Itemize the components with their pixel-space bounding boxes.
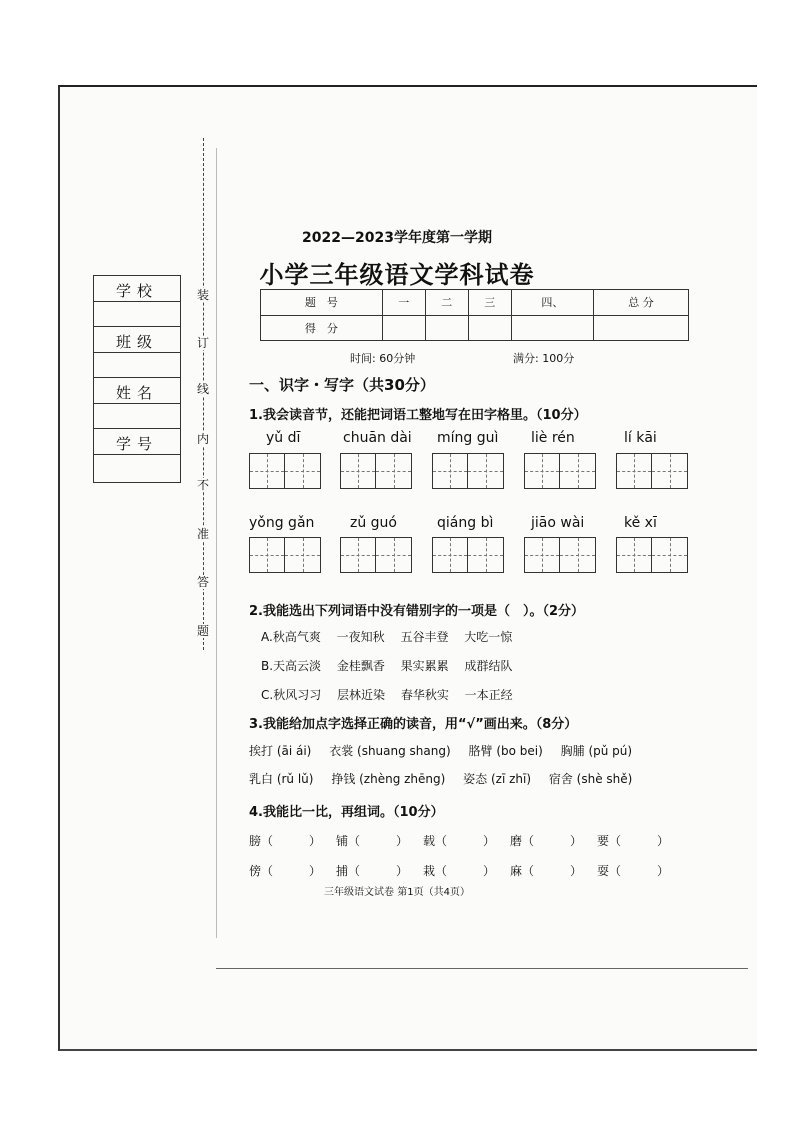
pinyin-label: kě xī [624, 515, 657, 531]
pinyin-label: míng guì [437, 430, 499, 446]
pinyin-label: zǔ guó [350, 515, 397, 531]
binding-char: 订 [196, 336, 209, 350]
pinyin-label: yǔ dī [266, 430, 301, 446]
reading-row [249, 770, 646, 787]
word-item[interactable]: 捕（ ） [336, 864, 409, 878]
school-label: 学校 [115, 282, 158, 300]
question-2: 2.我能选出下列词语中没有错别字的一项是（ ）。（2分） [249, 604, 585, 619]
bottom-border-line [216, 968, 748, 969]
score-cell[interactable] [468, 315, 511, 341]
reading-item[interactable]: 乳白 (rǔ lǔ) [249, 772, 314, 786]
score-cell[interactable] [382, 315, 425, 341]
binding-char: 不 [196, 478, 209, 492]
word-item[interactable]: 麻（ ） [510, 864, 583, 878]
reading-item[interactable]: 姿态 (zī zhī) [463, 772, 532, 786]
word-item[interactable]: 铺（ ） [336, 834, 409, 848]
reading-item[interactable]: 胳臂 (bo bei) [468, 744, 543, 758]
time-text: 时间: 60分钟 [350, 352, 416, 365]
word-item[interactable]: 栽（ ） [423, 864, 496, 878]
class-label: 班级 [115, 333, 158, 351]
pinyin-label: yǒng gǎn [249, 515, 315, 531]
reading-item[interactable]: 挨打 (āi ái) [249, 744, 312, 758]
option-b[interactable]: B.天高云淡 金桂飘香 果实累累 成群结队 [261, 659, 513, 673]
reading-item[interactable]: 挣钱 (zhèng zhēng) [331, 772, 446, 786]
score-header-cell: 三 [468, 290, 511, 316]
term-title: 2022—2023学年度第一学期 [302, 230, 492, 246]
word-item[interactable]: 膀（ ） [249, 834, 322, 848]
binding-char: 准 [196, 527, 209, 541]
tianzige-grid[interactable] [432, 453, 504, 489]
score-header-cell: 题 号 [261, 290, 383, 316]
question-4: 4.我能比一比，再组词。（10分） [249, 805, 444, 820]
score-cell[interactable] [511, 315, 593, 341]
question-3: 3.我能给加点字选择正确的读音，用“√”画出来。（8分） [249, 717, 578, 732]
score-header-cell: 二 [425, 290, 468, 316]
option-c[interactable]: C.秋风习习 层林近染 春华秋实 一本正经 [261, 688, 513, 702]
info-divider [94, 454, 180, 455]
score-header-cell: 总 分 [594, 290, 689, 316]
score-header-cell: 一 [382, 290, 425, 316]
score-cell[interactable] [594, 315, 689, 341]
section-1-title: 一、识字・写字（共30分） [249, 376, 435, 394]
binding-char: 内 [196, 432, 209, 446]
binding-char: 线 [196, 382, 209, 396]
word-item[interactable]: 磨（ ） [510, 834, 583, 848]
exam-title: 小学三年级语文学科试卷 [259, 261, 535, 289]
tianzige-grid[interactable] [616, 537, 688, 573]
reading-item[interactable]: 衣裳 (shuang shang) [329, 744, 451, 758]
tianzige-grid[interactable] [616, 453, 688, 489]
reading-item[interactable]: 胸脯 (pǔ pú) [560, 744, 633, 758]
score-table [260, 289, 689, 341]
option-a[interactable]: A.秋高气爽 一夜知秋 五谷丰登 大吃一惊 [261, 630, 513, 644]
info-divider [94, 403, 180, 404]
pinyin-label: lí kāi [624, 430, 657, 446]
reading-row [249, 742, 646, 759]
full-score-text: 满分: 100分 [513, 352, 575, 365]
tianzige-grid[interactable] [340, 537, 412, 573]
binding-char: 题 [196, 624, 209, 638]
score-cell[interactable] [425, 315, 468, 341]
binding-char: 装 [196, 288, 209, 302]
info-divider [94, 428, 180, 429]
tianzige-grid[interactable] [432, 537, 504, 573]
student-info-box [93, 275, 181, 483]
student-id-label: 学号 [115, 435, 158, 453]
info-divider [94, 301, 180, 302]
word-item[interactable]: 载（ ） [423, 834, 496, 848]
tianzige-grid[interactable] [249, 537, 321, 573]
reading-item[interactable]: 宿舍 (shè shě) [548, 772, 633, 786]
tianzige-grid[interactable] [524, 537, 596, 573]
page-footer: 三年级语文试卷 第1页（共4页） [324, 887, 470, 898]
tianzige-grid[interactable] [340, 453, 412, 489]
info-divider [94, 352, 180, 353]
question-1: 1.我会读音节，还能把词语工整地写在田字格里。（10分） [249, 408, 587, 423]
tianzige-grid[interactable] [524, 453, 596, 489]
pinyin-label: chuān dài [343, 430, 412, 446]
pinyin-label: qiáng bì [437, 515, 494, 531]
score-row-label: 得 分 [261, 315, 383, 341]
word-compare-row [249, 832, 684, 849]
name-label: 姓名 [115, 384, 158, 402]
info-divider [94, 377, 180, 378]
word-item[interactable]: 傍（ ） [249, 864, 322, 878]
pinyin-label: jiāo wài [531, 515, 585, 531]
score-header-cell: 四、 [511, 290, 593, 316]
tianzige-grid[interactable] [249, 453, 321, 489]
binding-char: 答 [196, 575, 209, 589]
pinyin-label: liè rén [531, 430, 575, 446]
word-item[interactable]: 耍（ ） [597, 864, 670, 878]
info-divider [94, 326, 180, 327]
word-item[interactable]: 要（ ） [597, 834, 670, 848]
word-compare-row [249, 862, 684, 879]
